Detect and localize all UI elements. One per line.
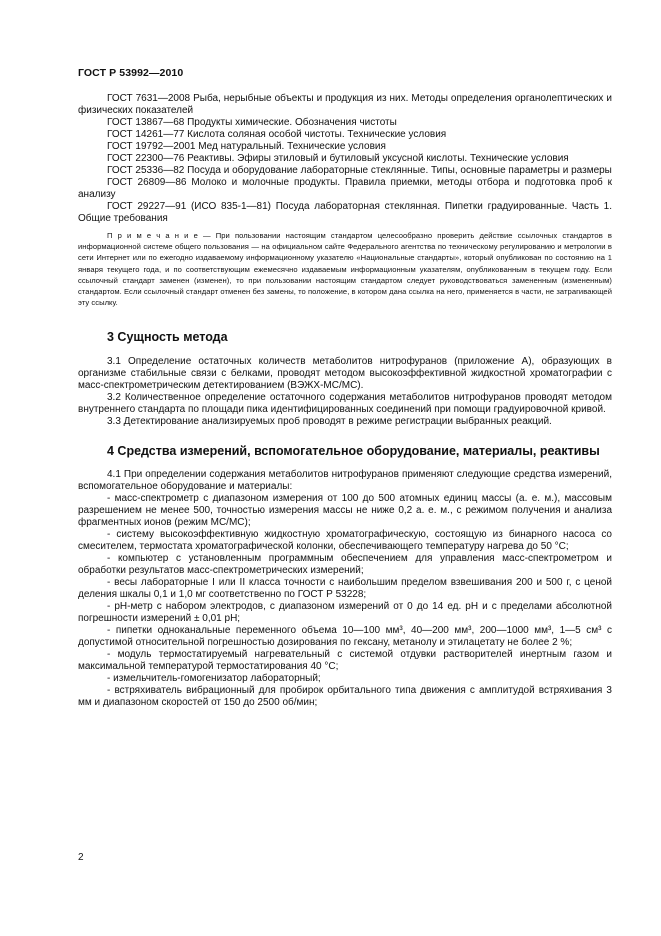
paragraph: 3.2 Количественное определение остаточного содержания метаболитов нитрофуранов проводят методом внутреннего стандарта по площади пика идентифицированных соединений при помощи градуировочной кривой. xyxy=(78,392,612,416)
section-4-body xyxy=(78,469,612,709)
reference-item: ГОСТ 29227—91 (ИСО 835-1—81) Посуда лабораторная стеклянная. Пипетки градуированные. Часть 1. Общие требования xyxy=(78,201,612,224)
reference-item: ГОСТ 26809—86 Молоко и молочные продукты. Правила приемки, методы отбора и подготовка проб к анализу xyxy=(78,177,612,200)
normative-references-list xyxy=(78,93,612,225)
list-item: - масс-спектрометр с диапазоном измерения от 100 до 500 атомных единиц массы (а. е. м.), массовым разрешением не менее 500, точностью измерения массы не ниже 0,2 а. е. м., с режимом получения и анализа фрагментных ионов (режим МС/МС); xyxy=(78,493,612,529)
section-4-heading: 4 Средства измерений, вспомогательное оборудование, материалы, реактивы xyxy=(107,444,600,459)
page-number: 2 xyxy=(78,852,84,863)
reference-item: ГОСТ 19792—2001 Мед натуральный. Технические условия xyxy=(107,141,386,152)
list-item: - систему высокоэффективную жидкостную хроматографическую, состоящую из бинарного насоса со смесителем, термостата хроматографической колонки, обеспечивающего температуру нагрева до 50 °С; xyxy=(78,529,612,553)
reference-item: ГОСТ 7631—2008 Рыба, нерыбные объекты и продукция из них. Методы определения органолептических и физических показателей xyxy=(78,93,612,116)
section-3-heading: 3 Сущность метода xyxy=(107,330,228,345)
page-header-doc-code: ГОСТ Р 53992—2010 xyxy=(78,67,184,79)
paragraph: 4.1 При определении содержания метаболитов нитрофуранов применяют следующие средства измерений, вспомогательное оборудование и материалы: xyxy=(78,469,612,493)
list-item: - компьютер с установленным программным обеспечением для управления масс-спектрометром и обработки результатов масс-спектрометрических измерений; xyxy=(78,553,612,577)
paragraph: 3.1 Определение остаточных количеств метаболитов нитрофуранов (приложение А), образующих в организме стабильные связи с белками, проводят методом высокоэффективной жидкостной хроматографии с масс-спектрометрическим детектированием (ВЭЖХ-МС/МС). xyxy=(78,356,612,392)
list-item: - рН-метр с набором электродов, с диапазоном измерений от 0 до 14 ед. рН и с пределами абсолютной погрешности измерений ± 0,01 рН; xyxy=(78,601,612,625)
list-item: - модуль термостатируемый нагревательный с системой отдувки растворителей инертным газом и максимальной температурой термостатирования 40 °С; xyxy=(78,649,612,673)
reference-item: ГОСТ 13867—68 Продукты химические. Обозначения чистоты xyxy=(107,117,397,128)
page-content xyxy=(78,93,612,709)
list-item: - встряхиватель вибрационный для пробирок орбитального типа движения с амплитудой встряхивания 3 мм и диапазоном скоростей от 150 до 2500 об/мин; xyxy=(78,685,612,709)
reference-item: ГОСТ 22300—76 Реактивы. Эфиры этиловый и бутиловый уксусной кислоты. Технические условия xyxy=(107,153,569,164)
reference-item: ГОСТ 14261—77 Кислота соляная особой чистоты. Технические условия xyxy=(107,129,447,140)
list-item: - пипетки одноканальные переменного объема 10—100 мм³, 40—200 мм³, 200—1000 мм³, 1—5 см³ с допустимой относительной погрешностью дозирования по гексану, метанолу и этилацетату не более 2 %; xyxy=(78,625,612,649)
list-item: - весы лабораторные I или II класса точности с наибольшим пределом взвешивания 200 и 500 г, с ценой деления шкалы 0,1 и 1,0 мг соответственно по ГОСТ Р 53228; xyxy=(78,577,612,601)
references-note: П р и м е ч а н и е — При пользовании настоящим стандартом целесообразно проверить действие ссылочных стандартов в информационной системе общего пользования — на официальном сайте Федерального агентства по техническому регулированию и метрологии в сети Интернет или по ежегодно издаваемому информационному указателю «Национальные стандарты», который опубликован по состоянию на 1 января текущего года, и по соответствующим ежемесячно издаваемым информационным указателям, опубликованным в текущем году. Если ссылочный стандарт заменен (изменен), то при пользовании настоящим стандартом следует руководствоваться замененным (измененным) стандартом. Если ссылочный стандарт отменен без замены, то положение, в котором дана ссылка на него, применяется в части, не затрагивающей эту ссылку. xyxy=(78,231,612,308)
reference-item: ГОСТ 25336—82 Посуда и оборудование лабораторные стеклянные. Типы, основные параметры и размеры xyxy=(107,165,612,176)
section-3-body xyxy=(78,356,612,428)
paragraph: 3.3 Детектирование анализируемых проб проводят в режиме регистрации выбранных реакций. xyxy=(107,416,552,428)
list-item: - измельчитель-гомогенизатор лабораторный; xyxy=(107,673,321,685)
